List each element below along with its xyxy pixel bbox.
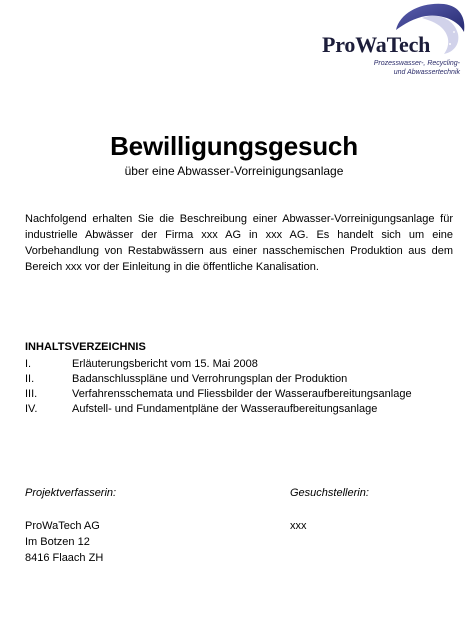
- document-title: Bewilligungsgesuch: [110, 131, 358, 161]
- toc-item-text: Verfahrensschemata und Fliessbilder der Wasseraufbereitungsanlage: [72, 388, 412, 400]
- applicant-name: xxx: [290, 520, 307, 532]
- toc-item: [25, 372, 455, 387]
- toc-item-number: II.: [25, 373, 35, 385]
- toc-item-number: IV.: [25, 403, 38, 415]
- toc-item-text: Badanschlusspläne und Verrohrungsplan der Produktion: [72, 373, 348, 385]
- author-address: [25, 518, 103, 566]
- logo-wordmark: ProWaTech: [322, 32, 431, 57]
- author-company: ProWaTech AG: [25, 520, 100, 532]
- author-street: Im Botzen 12: [25, 536, 90, 548]
- document-subtitle: über eine Abwasser-Vorreinigungsanlage: [124, 164, 344, 178]
- toc-item-text: Erläuterungsbericht vom 15. Mai 2008: [72, 358, 258, 370]
- author-label: Projektverfasserin:: [25, 487, 117, 499]
- toc-item-number: I.: [25, 358, 32, 370]
- toc-item: [25, 357, 455, 372]
- toc-item: [25, 402, 455, 417]
- logo-tagline: und Abwassertechnik: [393, 69, 460, 76]
- author-city: 8416 Flaach ZH: [25, 552, 104, 564]
- toc-item-text: Aufstell- und Fundamentpläne der Wasseraufbereitungsanlage: [72, 403, 378, 415]
- toc-item-number: III.: [25, 388, 38, 400]
- company-logo: [318, 2, 466, 80]
- intro-paragraph: Nachfolgend erhalten Sie die Beschreibung einer Abwasser-Vorreinigungsanlage für industrielle Abwässer der Firma xxx AG in xxx AG. Es handelt sich um eine Vorbehandlung von Restabwässern aus einer nasschemischen Produktion aus dem Bereich xxx vor der Einleitung in die öffentliche Kanalisation.: [25, 213, 453, 273]
- toc-item: [25, 387, 455, 402]
- toc-list: [25, 357, 455, 417]
- logo-tagline: Prozesswasser-, Recycling-: [373, 60, 460, 67]
- applicant-label: Gesuchstellerin:: [290, 487, 369, 499]
- toc-heading: INHALTSVERZEICHNIS: [25, 341, 146, 353]
